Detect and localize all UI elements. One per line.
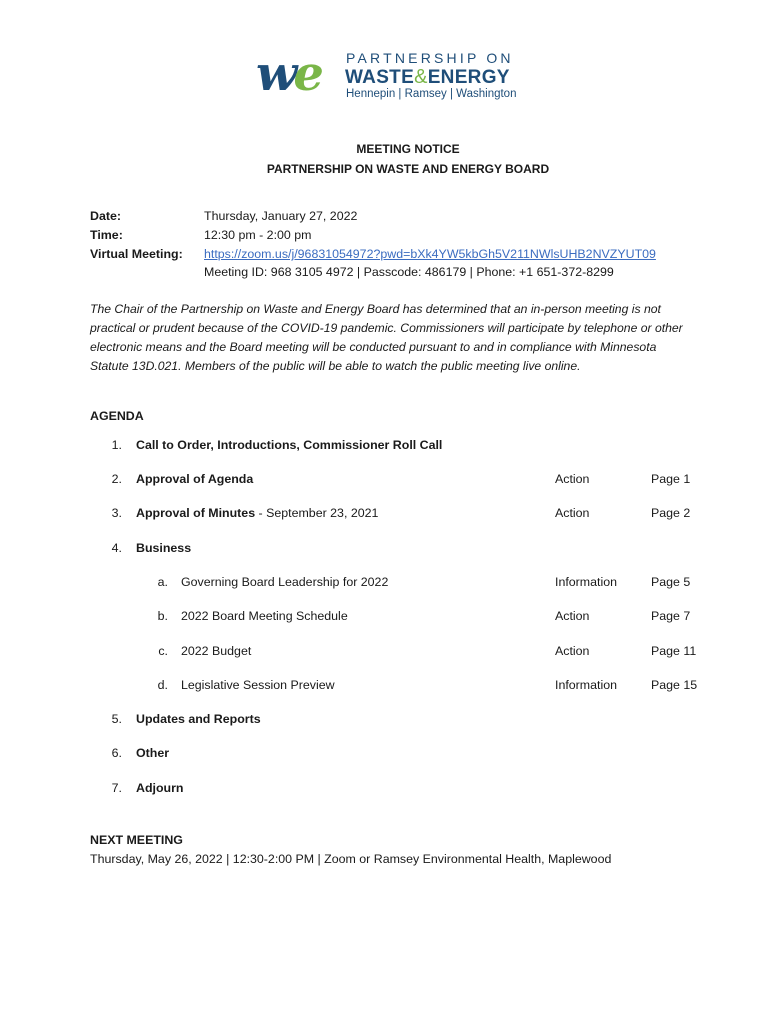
sub-item-action: Information [555,678,617,692]
agenda-title: AGENDA [90,409,144,423]
notice-title: MEETING NOTICE [356,142,460,156]
sub-item-letter: a. [157,575,168,589]
organization-logo [256,46,536,106]
agenda-item-action: Action [555,472,590,486]
agenda-item-label: Business [136,541,192,555]
agenda-item-label: Adjourn [136,781,184,795]
sub-item-page: Page 5 [651,575,691,589]
agenda-item-label: Approval of Agenda [136,472,254,486]
agenda-item-label-group: Approval of Minutes - September 23, 2021 [136,506,379,520]
agenda-item-label: Updates and Reports [136,712,261,726]
date-label: Date: [90,209,121,223]
virtual-meeting-label: Virtual Meeting: [90,247,183,261]
sub-item-label: Legislative Session Preview [181,678,335,692]
logo-mark: we [256,46,320,102]
agenda-item-number: 4. [111,541,122,555]
agenda-item-page: Page 1 [651,472,691,486]
agenda-item-number: 6. [111,746,122,760]
sub-item-page: Page 7 [651,609,691,623]
sub-item-letter: b. [157,609,168,623]
sub-item-action: Action [555,644,590,658]
sub-item-label: Governing Board Leadership for 2022 [181,575,389,589]
agenda-item-number: 1. [111,438,122,452]
logo-line-2: WASTE&ENERGY [345,66,510,88]
sub-item-label: 2022 Board Meeting Schedule [181,609,348,623]
agenda-item-number: 7. [111,781,122,795]
sub-item-letter: d. [157,678,168,692]
meeting-info: Meeting ID: 968 3105 4972 | Passcode: 486179 | Phone: +1 651-372-8299 [204,265,614,279]
logo-line-1: PARTNERSHIP ON [346,50,514,66]
time-value: 12:30 pm - 2:00 pm [204,228,312,242]
zoom-link[interactable]: https://zoom.us/j/96831054972?pwd=bXk4YW5kbGh5V211NWlsUHB2NVZYUT09 [204,247,656,261]
agenda-item-number: 5. [111,712,122,726]
sub-item-letter: c. [158,644,168,658]
agenda-item-label: Call to Order, Introductions, Commissioner Roll Call [136,438,443,452]
sub-item-label: 2022 Budget [181,644,252,658]
sub-item-action: Information [555,575,617,589]
sub-item-page: Page 11 [651,644,697,658]
agenda-item-number: 2. [111,472,122,486]
agenda-item-number: 3. [111,506,122,520]
sub-item-page: Page 15 [651,678,698,692]
notice-paragraph: The Chair of the Partnership on Waste and Energy Board has determined that an in-person meeting is not practical or prudent because of the COVID-19 pandemic. Commissioners will participate by telephone or other electronic means and the Board meeting will be conducted pursuant to and in compliance with Minnesota Statute 13D.021. Members of the public will be able to watch the public meeting live online. [90,302,683,373]
agenda-item-label: Other [136,746,170,760]
agenda-item-page: Page 2 [651,506,691,520]
sub-item-action: Action [555,609,590,623]
next-meeting-details: Thursday, May 26, 2022 | 12:30-2:00 PM | Zoom or Ramsey Environmental Health, Maplewood [90,852,612,866]
next-meeting-title: NEXT MEETING [90,833,183,847]
date-value: Thursday, January 27, 2022 [204,209,358,223]
agenda-item-action: Action [555,506,590,520]
logo-line-3: Hennepin | Ramsey | Washington [346,88,517,100]
board-title: PARTNERSHIP ON WASTE AND ENERGY BOARD [266,162,550,176]
time-label: Time: [90,228,123,242]
